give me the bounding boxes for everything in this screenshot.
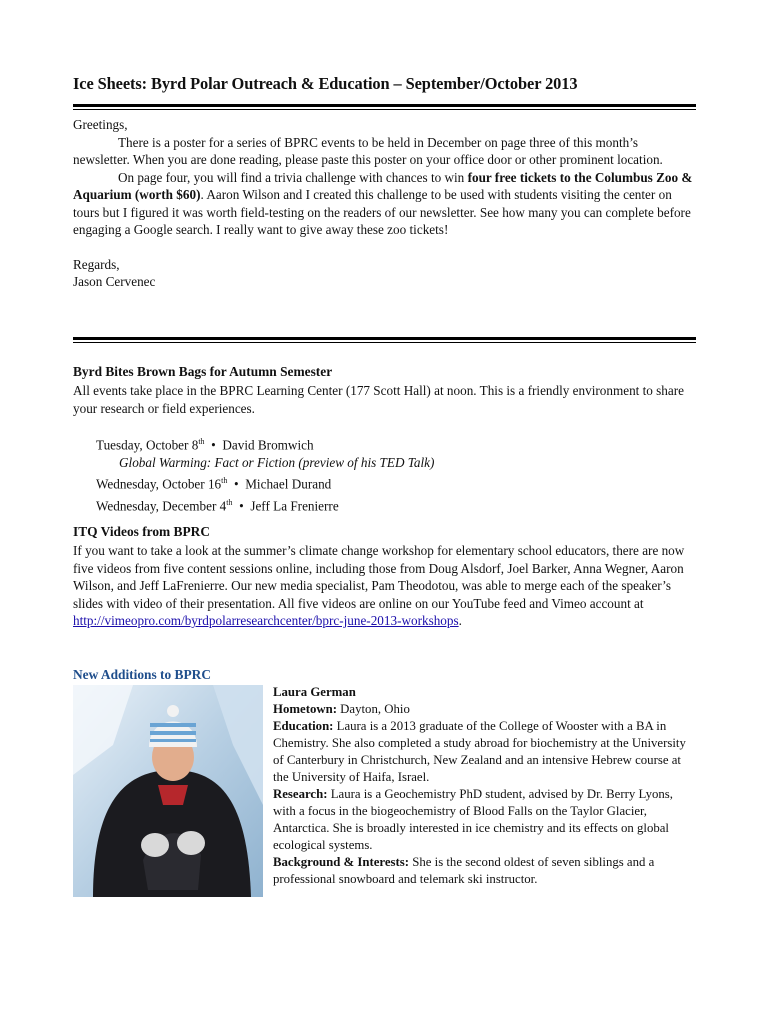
staff-name: Laura German <box>273 685 356 699</box>
itq-heading: ITQ Videos from BPRC <box>73 524 211 539</box>
letter-paragraph-1: There is a poster for a series of BPRC events to be held in December on page three of this month’s newsletter. When you are done reading, please paste this poster on your office door or other prominent location. <box>73 134 663 167</box>
event-list <box>96 433 434 515</box>
staff-hometown: Hometown: Dayton, Ohio <box>273 702 410 716</box>
zoo-tickets-highlight: four free tickets to the Columbus Zoo & Aquarium (worth $60) <box>73 169 693 202</box>
itq-body: If you want to take a look at the summer’s climate change workshop for elementary school educators, there are now five videos from five content sessions online, including those from Doug Alsdorf, Joel Barker, Anna Wegner, Aaron Wilson, and Jeff LaFrenierre. Our new media specialist, Pam Theodotou, was able to merge each of the speaker’s slides with video of their presentation. All five videos are online on our YouTube feed and Vimeo account at http://vimeopro.com/byrdpolarresearchcenter/bprc-june-2013-workshops. <box>73 543 685 628</box>
brown-bags-heading: Byrd Bites Brown Bags for Autumn Semester <box>73 364 333 379</box>
page-title: Ice Sheets: Byrd Polar Outreach & Education – September/October 2013 <box>73 74 578 93</box>
staff-bio <box>273 684 698 888</box>
staff-education: Education: Laura is a 2013 graduate of the College of Wooster with a BA in Chemistry. She also completed a study abroad for biochemistry at the University of Canterbury in Christchurch, New Zealand and an intensive Hebrew course at the University of Haifa, Israel. <box>273 719 686 784</box>
event-description: Global Warming: Fact or Fiction (preview of his TED Talk) <box>119 455 435 471</box>
new-additions-heading: New Additions to BPRC <box>73 667 212 682</box>
letter-paragraph-2: On page four, you will find a trivia challenge with chances to win four free tickets to the Columbus Zoo & Aquarium (worth $60). Aaron Wilson and I created this challenge to be used with students visiting the center on tours but I figured it was worth field-testing on the readers of our newsletter. See how many you can complete before engaging a Google search. I really want to give away these zoo tickets! <box>73 169 693 237</box>
event-item: Wednesday, December 4th • Jeff La Frenierre <box>96 497 339 514</box>
event-item: Wednesday, October 16th • Michael Durand <box>96 476 332 492</box>
section-divider <box>73 337 696 343</box>
vimeo-link[interactable]: http://vimeopro.com/byrdpolarresearchcenter/bprc-june-2013-workshops <box>73 613 459 628</box>
profile-photo <box>73 685 263 897</box>
letter-closing: Regards, <box>73 256 120 272</box>
staff-background: Background & Interests: She is the second oldest of seven siblings and a professional snowboard and telemark ski instructor. <box>273 855 655 886</box>
letter-section <box>73 116 696 291</box>
letter-greeting: Greetings, <box>73 117 128 132</box>
event-item: Tuesday, October 8th • David Bromwich <box>96 437 314 453</box>
letter-signature: Jason Cervenec <box>73 274 156 289</box>
staff-research: Research: Laura is a Geochemistry PhD student, advised by Dr. Berry Lyons, with a focus in the biogeochemistry of Blood Falls on the Taylor Glacier, Antarctica. She is broadly interested in ice chemistry and its effects on global ecological systems. <box>273 787 673 852</box>
title-divider <box>73 104 696 110</box>
brown-bags-intro: All events take place in the BPRC Learning Center (177 Scott Hall) at noon. This is a friendly environment to share your research or field experiences. <box>73 383 685 416</box>
